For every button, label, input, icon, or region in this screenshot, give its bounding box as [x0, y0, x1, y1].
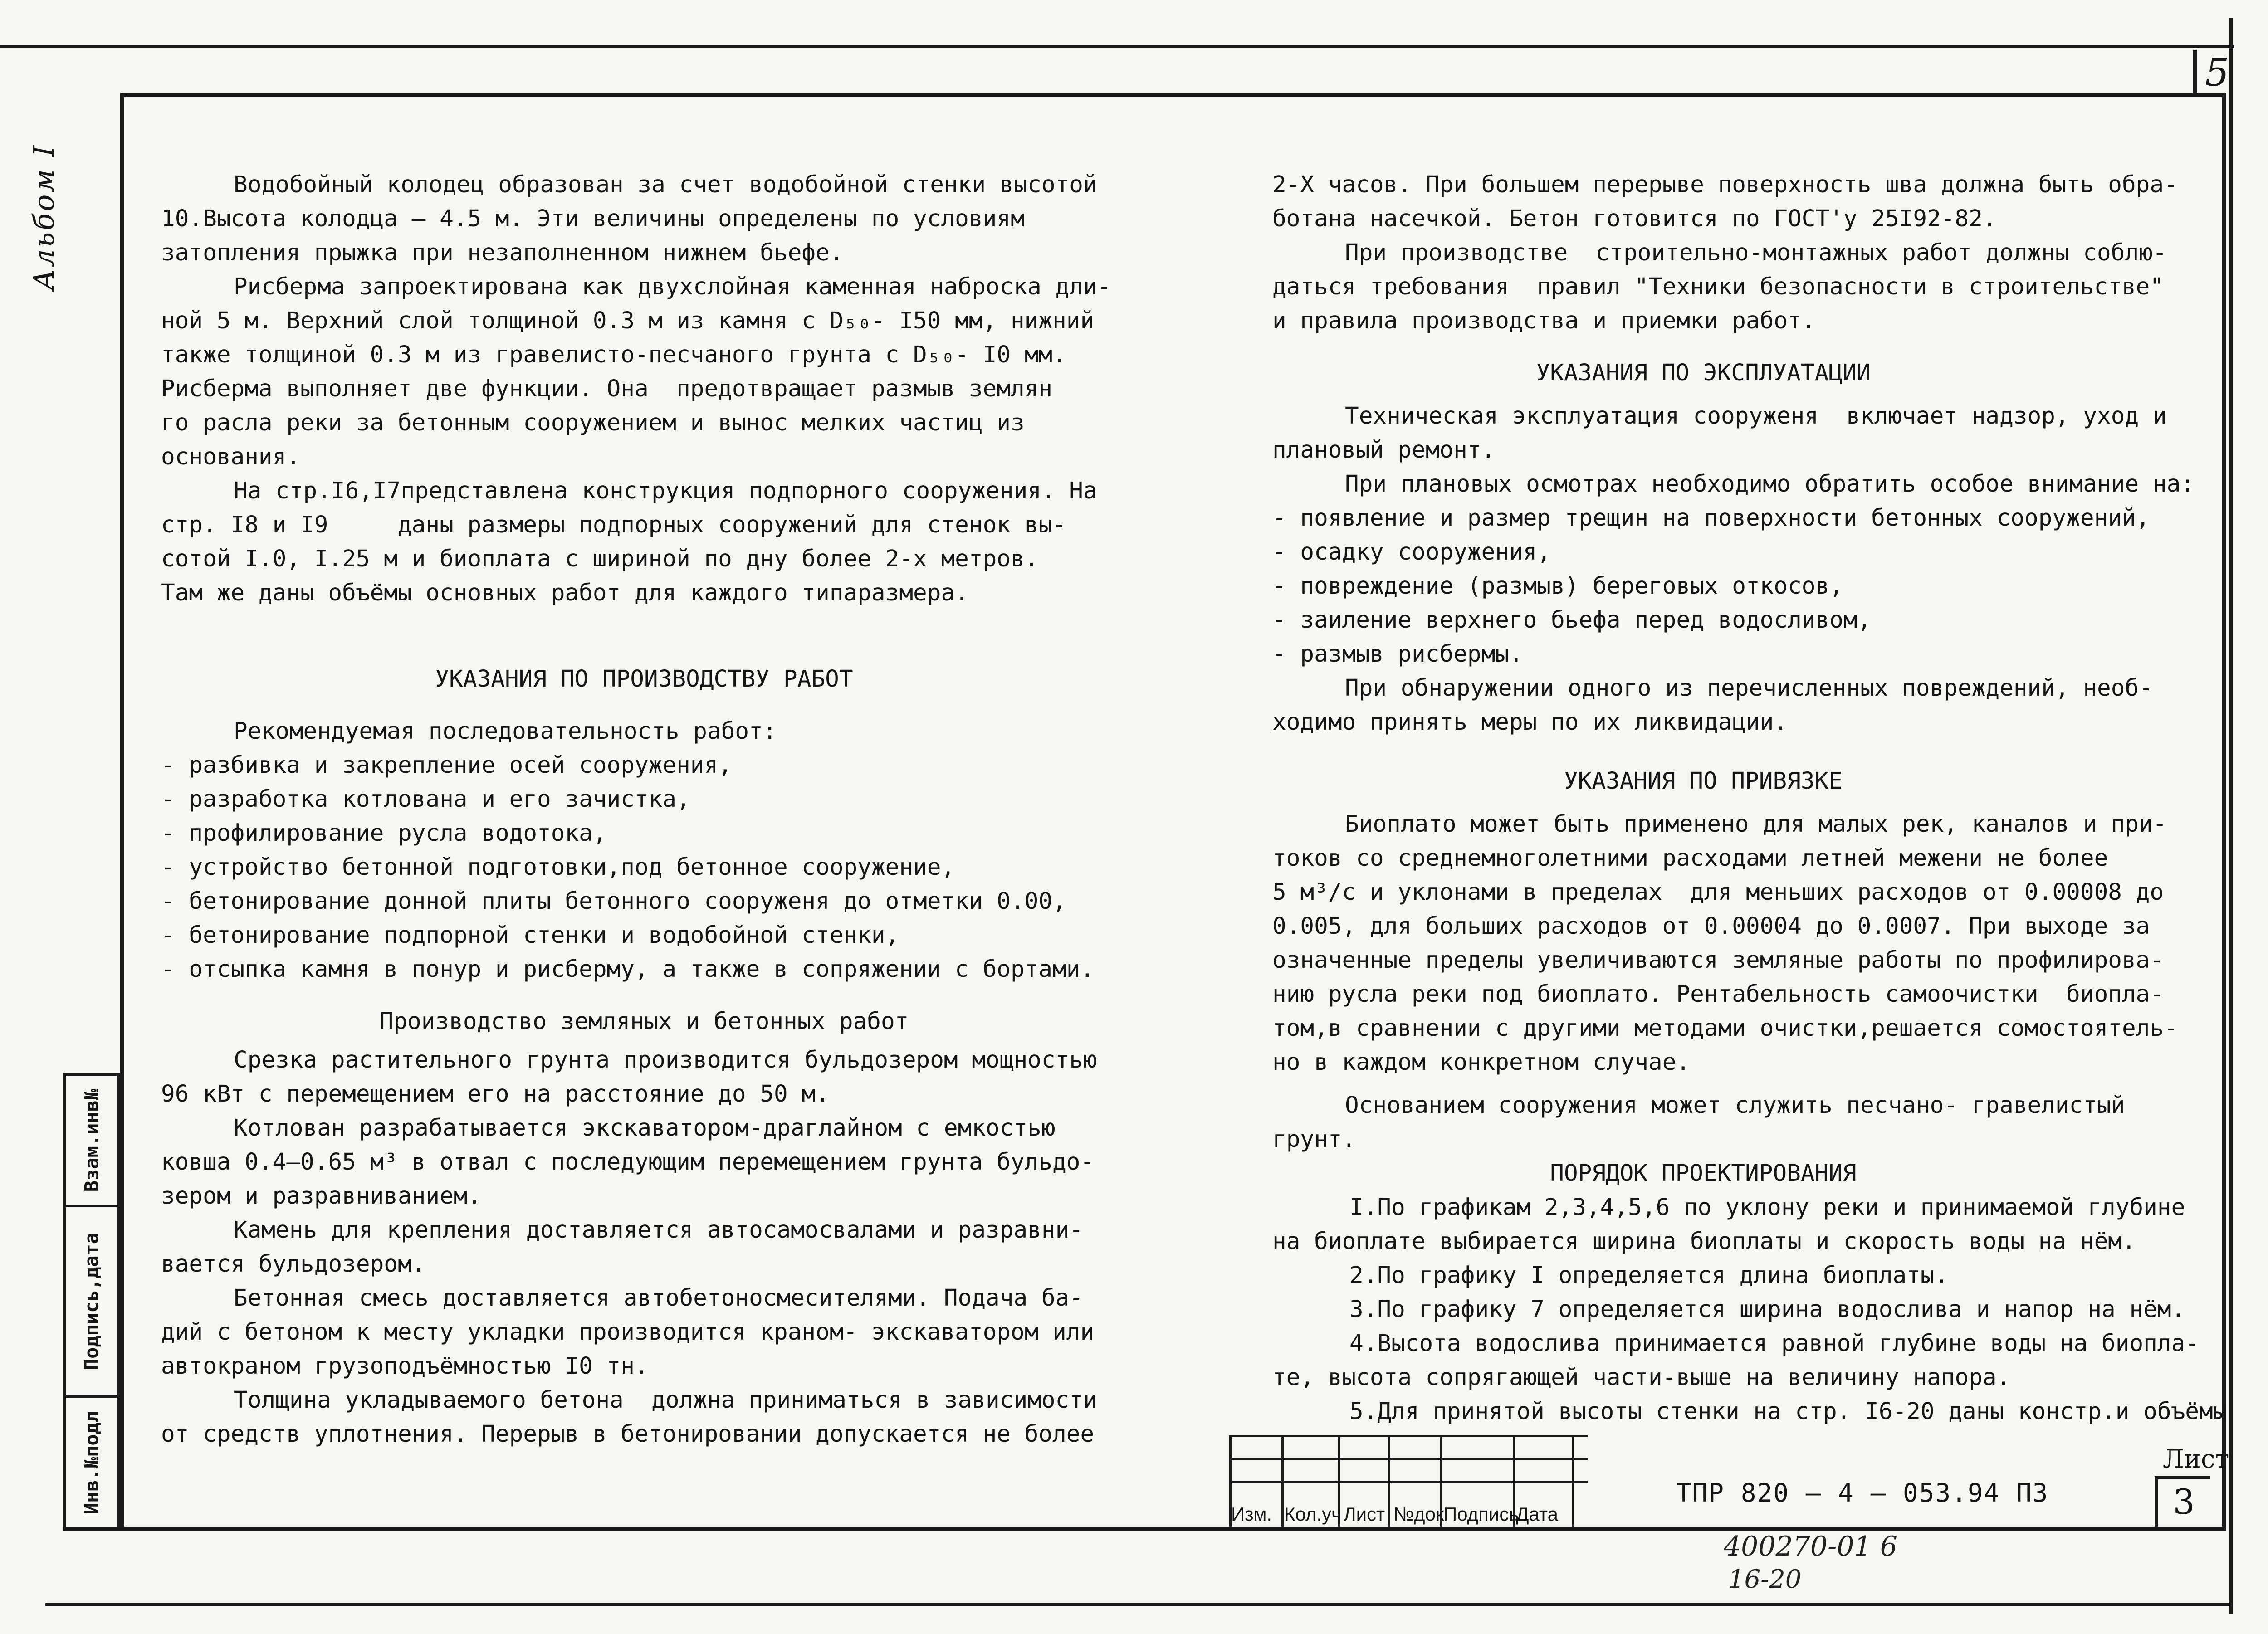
text-line: затопления прыжка при незаполненном нижнем бьефе.	[161, 239, 844, 266]
handwritten-note-inventory: 400270-01 6	[1724, 1531, 1897, 1562]
stamp-cell-inventory	[66, 1398, 117, 1527]
text-line: токов со среднемноголетними расходами летней межени не более	[1272, 845, 2108, 872]
margin-stamp	[63, 1073, 120, 1531]
text-line: также толщиной 0.3 м из гравелисто-песчаного грунта с D₅₀- I0 мм.	[161, 341, 1066, 368]
text-line: сотой I.0, I.25 м и биоплата с шириной по дну более 2-х метров.	[161, 546, 1039, 572]
revision-grid	[1229, 1435, 1588, 1531]
col-count: Кол.уч	[1284, 1503, 1341, 1525]
text-line: При производстве строительно-монтажных работ должны соблю-	[1345, 239, 2167, 266]
list-item: - отсыпка камня в понур и рисберму, а также в сопряжении с бортами.	[161, 956, 1095, 983]
text-line: 2-Х часов. При большем перерыве поверхность шва должна быть обра-	[1272, 171, 2178, 198]
text-line: Биоплато может быть применено для малых рек, каналов и при-	[1345, 811, 2167, 838]
list-item: - осадку сооружения,	[1272, 539, 1551, 566]
right-column	[1272, 168, 2225, 1429]
text-line: вается бульдозером.	[161, 1251, 426, 1278]
text-line: 10.Высота колодца – 4.5 м. Эти величины определены по условиям	[161, 205, 1025, 232]
text-line: стр. I8 и I9 даны размеры подпорных сооружений для стенок вы-	[161, 512, 1066, 538]
sheet-number: 3	[2155, 1476, 2210, 1527]
text-line: 2.По графику I определяется длина биоплаты.	[1349, 1262, 1949, 1289]
text-line: означенные пределы увеличиваются земляные работы по профилирова-	[1272, 947, 2164, 974]
text-line: но в каждом конкретном случае.	[1272, 1049, 1691, 1076]
list-item: - устройство бетонной подготовки,под бетонное сооружение,	[161, 854, 955, 881]
text-line: дий с бетоном к месту укладки производится краном- экскаватором или	[161, 1319, 1095, 1346]
text-line: Камень для крепления доставляется автосамосвалами и разравни-	[234, 1217, 1083, 1244]
stamp-signature-label: Подпись,дата	[80, 1232, 103, 1370]
list-item: - бетонирование донной плиты бетонного сооруженя до отметки 0.00,	[161, 888, 1066, 915]
col-change: Изм.	[1231, 1503, 1272, 1525]
text-line: го расла реки за бетонным сооружением и вынос мелких частиц из	[161, 410, 1025, 436]
list-item: - разбивка и закрепление осей сооружения,	[161, 752, 732, 779]
text-line: Рекомендуемая последовательность работ:	[234, 718, 777, 745]
text-line: те, высота сопрягающей части-выше на величину напора.	[1272, 1364, 2011, 1391]
text-line: на биоплате выбирается ширина биоплаты и скорость воды на нём.	[1272, 1228, 2136, 1255]
text-line: 0.005, для больших расходов от 0.00004 до 0.0007. При выходе за	[1272, 913, 2150, 940]
document-code: ТПР 820 – 4 – 053.94 ПЗ	[1676, 1478, 2049, 1508]
text-line: от средств уплотнения. Перерыв в бетонировании допускается не более	[161, 1421, 1095, 1448]
list-item: - бетонирование подпорной стенки и водобойной стенки,	[161, 922, 899, 949]
text-line: Основанием сооружения может служить песчано- гравелистый	[1345, 1092, 2125, 1119]
text-line: автокраном грузоподъёмностью I0 тн.	[161, 1353, 649, 1380]
text-line: Там же даны объёмы основных работ для каждого типаразмера.	[161, 580, 969, 606]
text-line: Рисберма запроектирована как двухслойная каменная наброска дли-	[234, 273, 1111, 300]
text-line: При плановых осмотрах необходимо обратить особое внимание на:	[1345, 471, 2195, 498]
text-line: даться требования правил "Техники безопасности в строительстве"	[1272, 273, 2164, 300]
sheet-label: Лист	[2163, 1444, 2229, 1474]
text-line: том,в сравнении с другими методами очистки,решается сомостоятель-	[1272, 1015, 2178, 1042]
text-line: Толщина укладываемого бетона должна приниматься в зависимости	[234, 1387, 1097, 1414]
text-line: 5 м³/с и уклонами в пределах для меньших расходов от 0.00008 до	[1272, 879, 2164, 906]
title-block	[1229, 1435, 2229, 1531]
text-line: Водобойный колодец образован за счет водобойной стенки высотой	[234, 171, 1097, 198]
list-item: - появление и размер трещин на поверхности бетонных сооружений,	[1272, 505, 2150, 532]
col-signature: Подпись	[1443, 1503, 1519, 1525]
section-heading-design: ПОРЯДОК ПРОЕКТИРОВАНИЯ	[1550, 1160, 1857, 1187]
text-line: зером и разравниванием.	[161, 1183, 482, 1210]
text-line: нию русла реки под биоплато. Рентабельность самоочистки биопла-	[1272, 981, 2164, 1008]
col-doc: №док	[1393, 1503, 1444, 1525]
text-line: плановый ремонт.	[1272, 437, 1496, 463]
text-line: и правила производства и приемки работ.	[1272, 307, 1816, 334]
list-item: - заиление верхнего бьефа перед водосливом,	[1272, 607, 1872, 634]
list-item: - повреждение (размыв) береговых откосов,	[1272, 573, 1843, 600]
stamp-inventory-label: Инв.№подл	[80, 1411, 103, 1514]
text-line: 4.Высота водослива принимается равной глубине воды на биопла-	[1349, 1330, 2199, 1357]
list-item: - разработка котлована и его зачистка,	[161, 786, 690, 813]
text-line: 96 кВт с перемещением его на расстояние до 50 м.	[161, 1081, 830, 1107]
text-line: На стр.I6,I7представлена конструкция подпорного сооружения. На	[234, 478, 1097, 504]
text-line: ботана насечкой. Бетон готовится по ГОСТ'у 25I92-82.	[1272, 205, 1997, 232]
text-line: 5.Для принятой высоты стенки на стр. I6-20 даны констр.и объёмы	[1349, 1398, 2227, 1425]
stamp-cell-replace	[66, 1076, 117, 1207]
stamp-cell-signature	[66, 1207, 117, 1398]
text-line: ходимо принять меры по их ликвидации.	[1272, 709, 1788, 736]
text-line: ной 5 м. Верхний слой толщиной 0.3 м из камня с D₅₀- I50 мм, нижний	[161, 307, 1095, 334]
section-heading-binding: УКАЗАНИЯ ПО ПРИВЯЗКЕ	[1564, 768, 1843, 795]
text-line: Бетонная смесь доставляется автобетоносмесителями. Подача ба-	[234, 1285, 1083, 1312]
list-item: - размыв рисбермы.	[1272, 641, 1523, 668]
text-line: Котлован разрабатывается экскаватором-драглайном с емкостью	[234, 1115, 1056, 1141]
text-line: I.По графикам 2,3,4,5,6 по уклону реки и принимаемой глубине	[1349, 1194, 2185, 1221]
section-heading-earthworks: Производство земляных и бетонных работ	[379, 1008, 909, 1035]
section-heading-exploitation: УКАЗАНИЯ ПО ЭКСПЛУАТАЦИИ	[1536, 360, 1871, 386]
text-line: При обнаружении одного из перечисленных повреждений, необ-	[1345, 675, 2153, 702]
text-line: основания.	[161, 444, 301, 470]
sheet-top-number: 5	[2193, 50, 2230, 95]
top-rule	[0, 45, 2234, 48]
text-line: 3.По графику 7 определяется ширина водослива и напор на нём.	[1349, 1296, 2185, 1323]
list-item: - профилирование русла водотока,	[161, 820, 607, 847]
bottom-rule	[45, 1603, 2232, 1606]
handwritten-note-pages: 16-20	[1728, 1565, 1802, 1594]
text-line: ковша 0.4–0.65 м³ в отвал с последующим перемещением грунта бульдо-	[161, 1149, 1095, 1176]
album-label: Альбом I	[27, 144, 60, 290]
text-line: Рисберма выполняет две функции. Она предотвращает размыв землян	[161, 376, 1053, 402]
col-sheet: Лист	[1344, 1503, 1385, 1525]
left-column	[161, 168, 1127, 1451]
text-line: грунт.	[1272, 1126, 1356, 1153]
text-line: Срезка растительного грунта производится бульдозером мощностью	[234, 1047, 1097, 1073]
text-line: Техническая эксплуатация сооруженя включает надзор, уход и	[1345, 403, 2167, 429]
col-date: Дата	[1516, 1503, 1559, 1525]
stamp-replace-label: Взам.инв№	[80, 1088, 103, 1192]
right-rule	[2229, 18, 2233, 1614]
section-heading-works: УКАЗАНИЯ ПО ПРОИЗВОДСТВУ РАБОТ	[435, 666, 853, 693]
